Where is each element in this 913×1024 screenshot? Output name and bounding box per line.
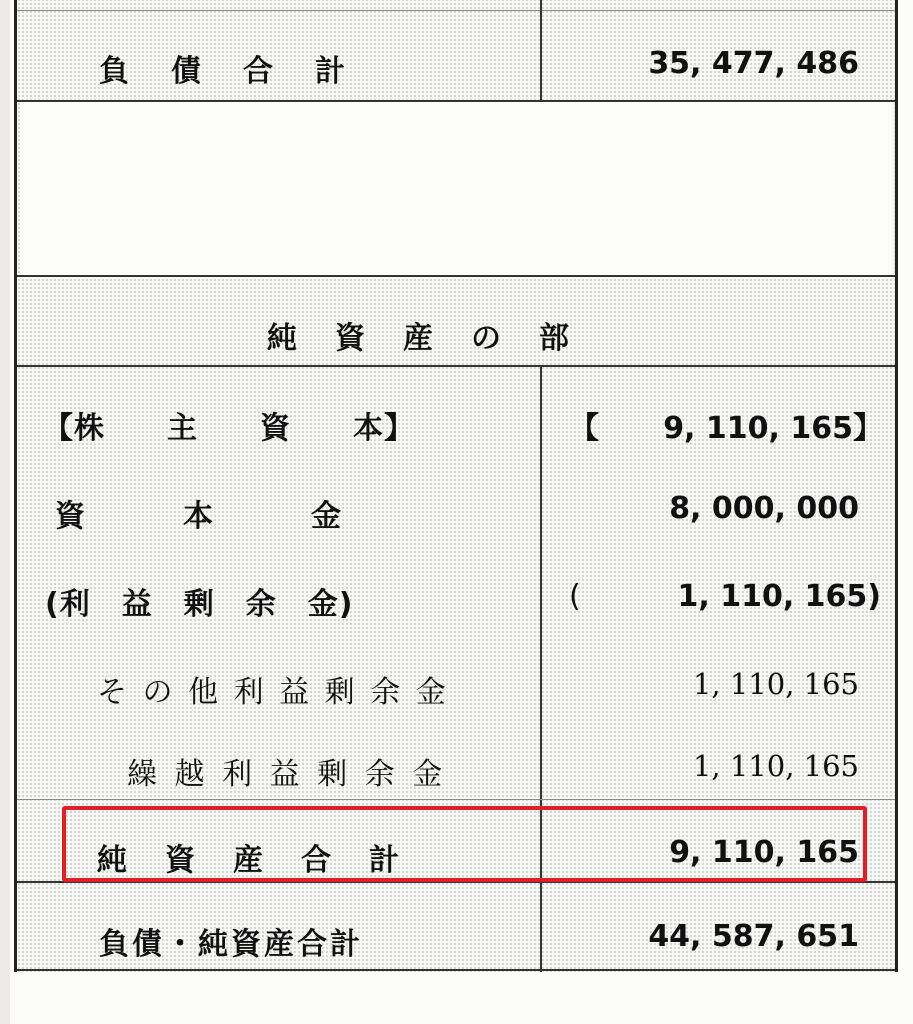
net-assets-section-title: 純 資 産 の 部 — [267, 321, 573, 356]
total-net-assets-label: 純 資 産 合 計 — [97, 843, 403, 878]
retained-earnings-bracket: ( — [569, 579, 581, 614]
retained-earnings-brought-forward-label: 繰 越 利 益 剰 余 金 — [127, 757, 447, 792]
retained-earnings-brought-forward-row — [17, 719, 895, 799]
highlight-box — [62, 806, 867, 882]
retained-earnings-row — [17, 543, 895, 631]
capital-stock-label: 資 本 金 — [55, 499, 343, 534]
other-retained-earnings-value: 1, 110, 165 — [692, 667, 859, 701]
capital-stock-row — [17, 455, 895, 543]
retained-earnings-label: (利 益 剰 余 金) — [45, 587, 354, 622]
other-retained-earnings-row — [17, 631, 895, 719]
total-liabilities-row — [17, 12, 895, 100]
capital-stock-value: 8, 000, 000 — [669, 491, 859, 526]
other-retained-earnings-label: そ の 他 利 益 剰 余 金 — [97, 675, 449, 710]
blank-section — [20, 102, 892, 275]
total-net-assets-value: 9, 110, 165 — [669, 835, 859, 870]
row-divider — [17, 10, 895, 11]
total-liabilities-and-net-assets-value: 44, 587, 651 — [648, 919, 859, 954]
row-divider — [17, 799, 895, 800]
retained-earnings-brought-forward-value: 1, 110, 165 — [692, 749, 859, 783]
page-edge — [0, 0, 10, 1024]
shareholders-equity-row — [17, 367, 895, 455]
shareholders-equity-bracket: 【 — [569, 411, 599, 446]
table-bottom-border — [17, 969, 895, 971]
total-liabilities-and-net-assets-row — [17, 883, 895, 969]
total-liabilities-value: 35, 477, 486 — [648, 46, 859, 81]
retained-earnings-value: 1, 110, 165) — [677, 579, 881, 614]
total-liabilities-and-net-assets-label: 負債・純資産合計 — [99, 927, 363, 962]
total-liabilities-label: 負 債 合 計 — [99, 54, 351, 89]
shareholders-equity-value: 9, 110, 165】 — [663, 411, 883, 446]
shareholders-equity-label: 【株 主 資 本】 — [43, 411, 415, 446]
net-assets-header-row — [17, 277, 895, 365]
